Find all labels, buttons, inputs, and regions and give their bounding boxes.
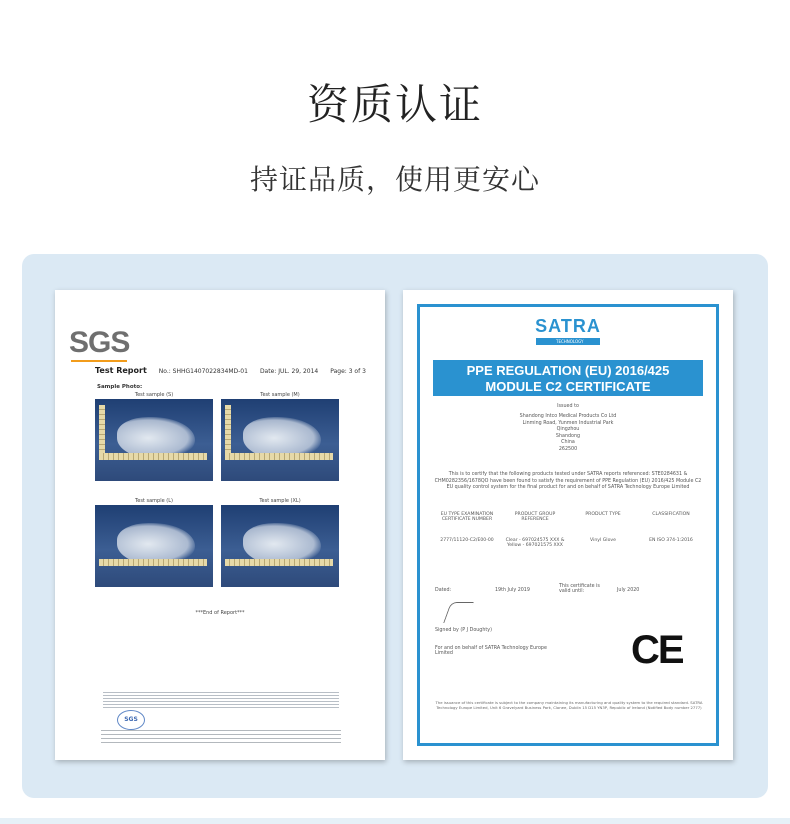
table-header-row <box>433 512 705 522</box>
glove-photo <box>95 399 213 481</box>
table-header: PRODUCT TYPE <box>585 512 621 517</box>
sample-photo-xl <box>221 498 339 587</box>
sample-caption: Test sample (M) <box>260 392 300 398</box>
certificate-table <box>433 512 705 548</box>
signed-by: Signed by (P J Doughty) <box>435 628 492 633</box>
sample-caption: Test sample (L) <box>135 498 173 504</box>
sgs-logo-underline <box>71 360 127 362</box>
company-address: Shandong Intco Medical Products Co Ltd Linming Road, Yunmen Industrial Park Qingzhou Shandong China 262500 <box>519 414 617 452</box>
report-number: No.: SHHG1407022834MD-01 <box>158 368 248 375</box>
satra-logo-bar <box>536 338 600 345</box>
table-cell: EN ISO 374-1:2016 <box>649 538 693 543</box>
dated-label: Dated: <box>435 588 452 593</box>
glove-photo <box>221 505 339 587</box>
table-cell: Vinyl Glove <box>590 538 616 543</box>
sgs-report-header <box>95 366 375 375</box>
sample-photo-m <box>221 392 339 481</box>
sample-photo-l <box>95 498 213 587</box>
page-title: 资质认证 <box>306 80 483 129</box>
issued-to: Issued to <box>557 404 579 409</box>
satra-logo-text: SATRA <box>535 316 601 336</box>
banner-line-1: PPE REGULATION (EU) 2016/425 <box>466 363 670 378</box>
table-cell: Clear - 697024575 XXX & Yellow - 697021575 XXX <box>505 538 565 548</box>
table-header: CLASSIFICATION <box>652 512 690 517</box>
certificate-footer: The issuance of this certificate is subject to the company maintaining its manufacturing and quality system to the required standard. SATRA Technology Europe Limited, Unit 6 Gravelyard Business Park, Clonee, Dublin 15 D15 YN3P, Republic of Ireland (Notified Body number 2777) <box>435 700 703 710</box>
end-of-report: ***End of Report*** <box>195 610 245 616</box>
sample-photo-s <box>95 392 213 481</box>
table-header: EU TYPE EXAMINATION CERTIFICATE NUMBER <box>440 512 494 522</box>
banner-line-2: MODULE C2 CERTIFICATE <box>485 379 651 394</box>
report-footer <box>101 730 341 744</box>
dated-value: 19th July 2019 <box>495 588 530 593</box>
table-row <box>433 538 705 548</box>
sample-photo-label: Sample Photo: <box>97 384 143 390</box>
report-date: Date: JUL. 29, 2014 <box>259 368 319 375</box>
certify-statement: This is to certify that the following products tested under SATRA reports referenced: STE0284631 & CHM0282356/1678QO have been found to satisfy the requirement of PPE Regulation (EU) 2016/425 Module C2 EU quality control system for the final product for and on behalf of SATRA Technology Europe Limited <box>434 472 702 490</box>
valid-label: This certificate is valid until: <box>559 584 600 594</box>
bottom-divider <box>0 818 790 824</box>
glove-photo <box>95 505 213 587</box>
certificate-banner <box>433 360 703 396</box>
satra-certificate[interactable] <box>403 290 733 760</box>
ce-mark: CE <box>631 628 683 672</box>
report-title: Test Report <box>95 366 147 375</box>
on-behalf: For and on behalf of SATRA Technology Europe Limited <box>435 646 547 656</box>
satra-logo <box>403 316 733 345</box>
report-fineprint <box>103 692 339 710</box>
report-page: Page: 3 of 3 <box>330 368 366 375</box>
sgs-stamp: SGS <box>117 710 145 730</box>
sample-caption: Test sample (XL) <box>259 498 301 504</box>
glove-photo <box>221 399 339 481</box>
valid-value: July 2020 <box>617 588 640 593</box>
sgs-test-report[interactable] <box>55 290 385 760</box>
table-cell: 2777/11120-C2/E00-00 <box>440 538 494 543</box>
page-subtitle: 持证品质，使用更安心 <box>249 163 540 196</box>
satra-logo-sub: TECHNOLOGY <box>556 339 584 344</box>
sample-caption: Test sample (S) <box>134 392 174 398</box>
table-header: PRODUCT GROUP REFERENCE <box>514 512 556 522</box>
sgs-logo: SGS <box>69 326 130 359</box>
